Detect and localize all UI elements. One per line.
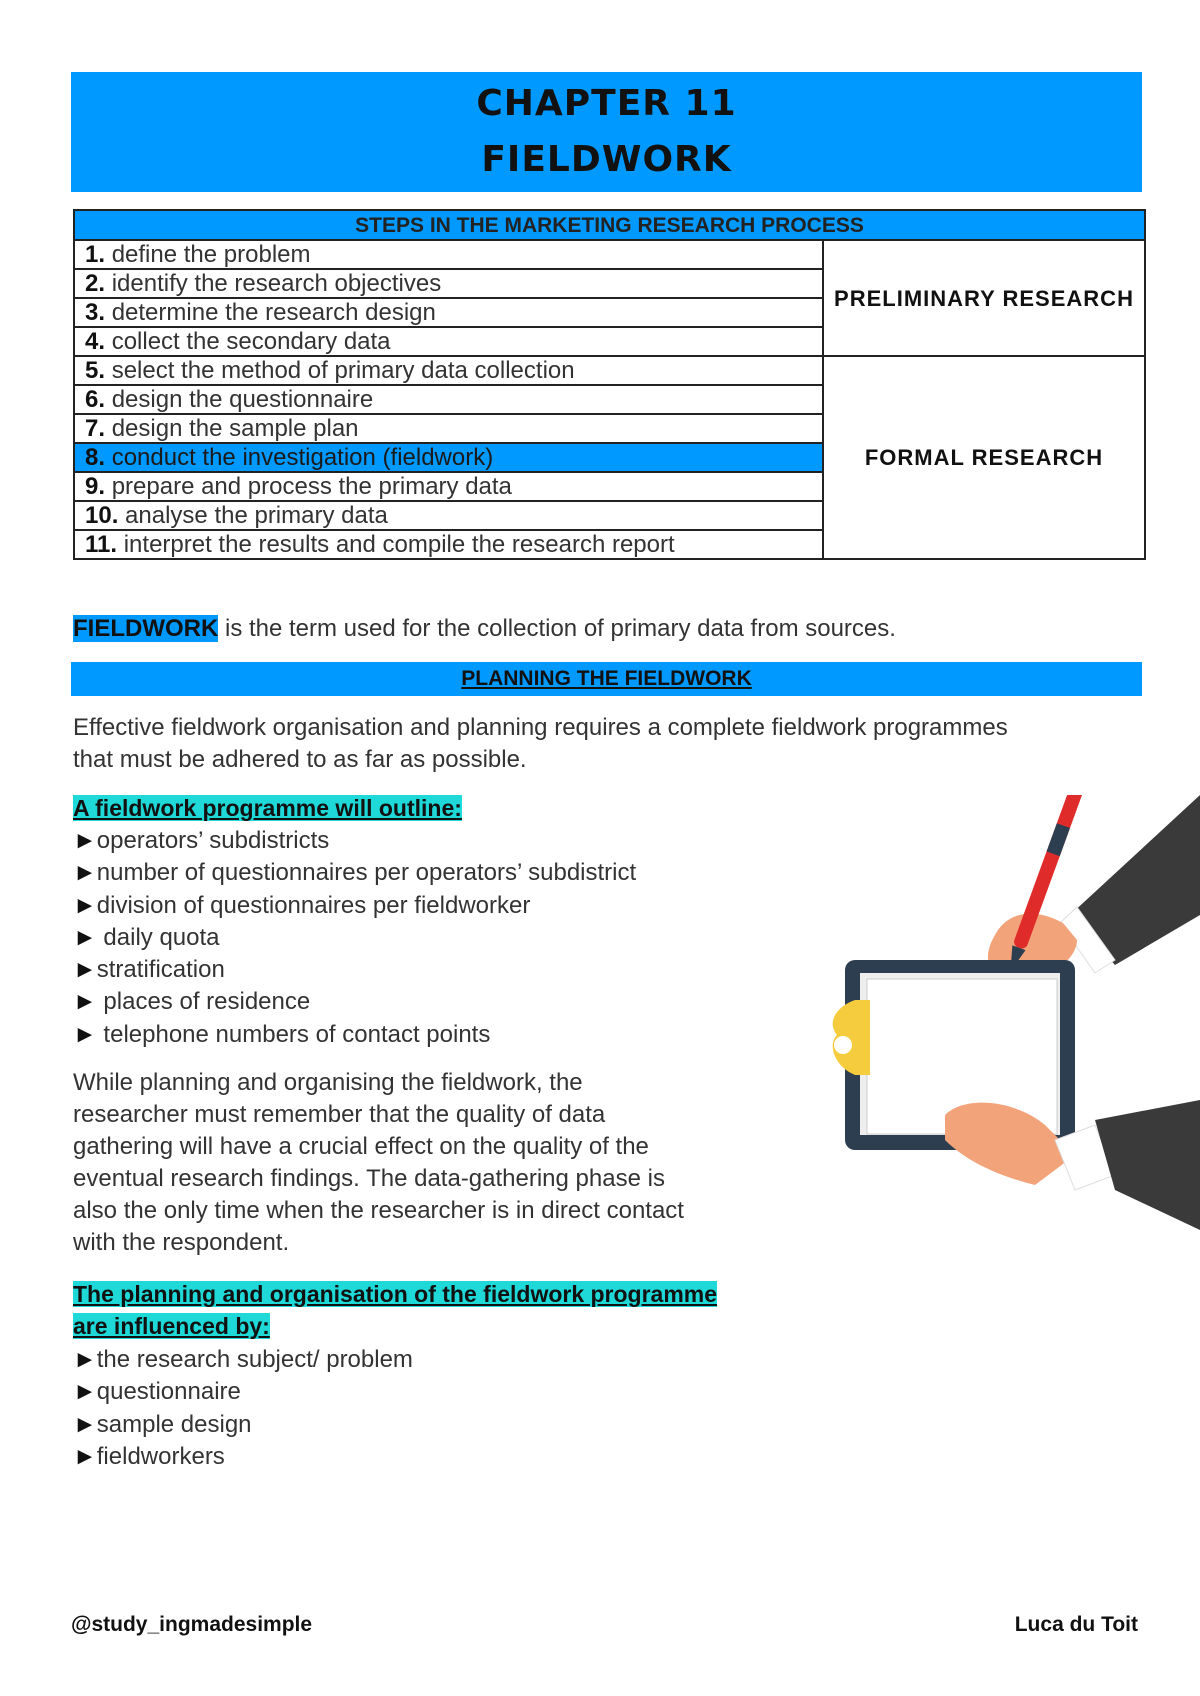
influence-heading-line: are influenced by: <box>73 1313 270 1339</box>
paragraph-line: eventual research findings. The data-gathering phase is <box>73 1165 665 1192</box>
list-item: ► operators’ subdistricts <box>73 825 636 857</box>
intro-line: that must be adhered to as far as possible. <box>73 746 527 773</box>
step-1: 1. define the problem <box>74 240 823 269</box>
list-item: ► questionnaire <box>73 1376 413 1408</box>
step-11: 11. interpret the results and compile the research report <box>74 530 823 559</box>
step-7: 7. design the sample plan <box>74 414 823 443</box>
list-item: ► places of residence <box>73 986 636 1018</box>
phase-preliminary-research: PRELIMINARY RESEARCH <box>823 240 1145 356</box>
clipboard-writing-illustration <box>815 795 1200 1290</box>
influence-heading <box>73 1278 717 1342</box>
step-2: 2. identify the research objectives <box>74 269 823 298</box>
outline-list <box>73 825 636 1051</box>
paragraph-line: with the respondent. <box>73 1229 290 1256</box>
paragraph-line: While planning and organising the fieldwork, the <box>73 1069 583 1096</box>
outline-heading <box>73 792 462 824</box>
list-item: ► fieldworkers <box>73 1441 413 1473</box>
clip-hole-icon <box>834 1036 852 1054</box>
list-item: ► daily quota <box>73 922 636 954</box>
list-item: ► number of questionnaires per operators’ subdistrict <box>73 857 636 889</box>
list-item: ► sample design <box>73 1409 413 1441</box>
chapter-title-banner <box>71 72 1142 192</box>
phase-formal-research: FORMAL RESEARCH <box>823 356 1145 559</box>
influence-heading-line: The planning and organisation of the fieldwork programme <box>73 1281 718 1307</box>
section-title-planning: PLANNING THE FIELDWORK <box>71 662 1142 696</box>
paragraph-line: gathering will have a crucial effect on the quality of the <box>73 1133 649 1160</box>
table-row <box>74 240 1145 269</box>
paragraph-line: researcher must remember that the quality of data <box>73 1101 606 1128</box>
chapter-number: CHAPTER 11 <box>476 83 737 124</box>
list-item: ► division of questionnaires per fieldworker <box>73 890 636 922</box>
definition-term: FIELDWORK <box>73 615 219 642</box>
influence-list <box>73 1344 413 1473</box>
step-8: 8. conduct the investigation (fieldwork) <box>74 443 823 472</box>
definition-text: is the term used for the collection of primary data from sources. <box>218 615 896 642</box>
list-item: ► telephone numbers of contact points <box>73 1019 636 1051</box>
footer-author: Luca du Toit <box>1014 1613 1138 1636</box>
outline-heading-text: A fieldwork programme will outline: <box>73 795 462 821</box>
paragraph-line: also the only time when the researcher is in direct contact <box>73 1197 684 1224</box>
step-5: 5. select the method of primary data collection <box>74 356 823 385</box>
steps-table <box>73 209 1146 560</box>
quality-paragraph <box>73 1067 684 1259</box>
steps-table-header-row <box>74 210 1145 240</box>
intro-line: Effective fieldwork organisation and planning requires a complete fieldwork programmes <box>73 714 1008 741</box>
step-3: 3. determine the research design <box>74 298 823 327</box>
step-4: 4. collect the secondary data <box>74 327 823 356</box>
step-6: 6. design the questionnaire <box>74 385 823 414</box>
footer-handle: @study_ingmadesimple <box>71 1613 313 1636</box>
fieldwork-definition <box>73 615 896 643</box>
chapter-title: FIELDWORK <box>481 139 732 180</box>
step-10: 10. analyse the primary data <box>74 501 823 530</box>
list-item: ► stratification <box>73 954 636 986</box>
table-row <box>74 356 1145 385</box>
steps-table-heading: STEPS IN THE MARKETING RESEARCH PROCESS <box>74 210 1145 240</box>
list-item: ► the research subject/ problem <box>73 1344 413 1376</box>
suit-sleeve-lower-icon <box>1095 1100 1200 1230</box>
intro-paragraph <box>73 712 1008 776</box>
step-9: 9. prepare and process the primary data <box>74 472 823 501</box>
